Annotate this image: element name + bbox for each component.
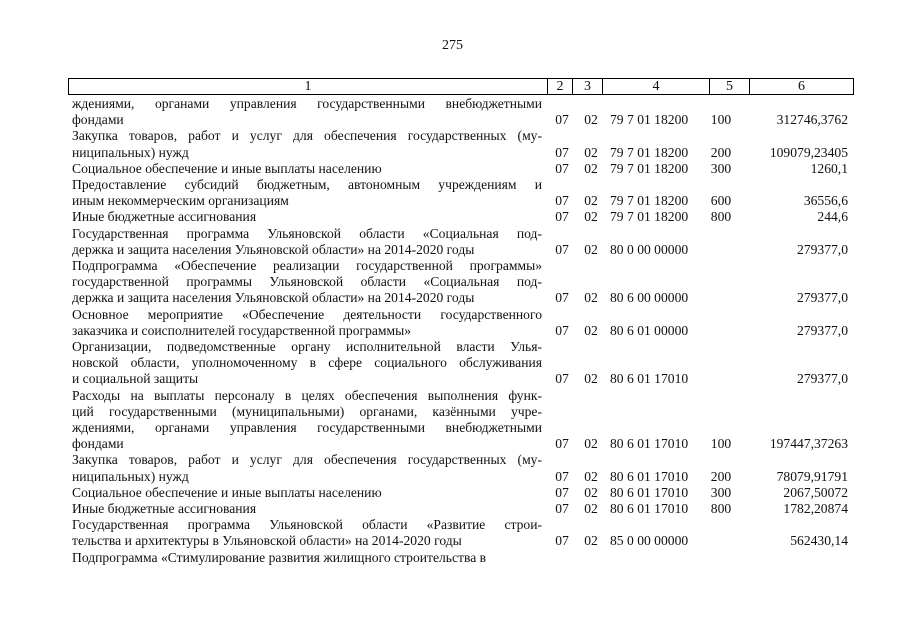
razdel-cell: 07 [555, 436, 569, 452]
amount-cell: 197447,37263 [769, 436, 848, 452]
amount-cell: 109079,23405 [769, 144, 848, 160]
amount-cell: 279377,0 [797, 371, 848, 387]
page-number: 275 [442, 38, 463, 53]
table-row [72, 452, 852, 484]
target-article-cell: 80 6 01 17010 [610, 468, 689, 484]
description-line: Закупка товаров, работ и услуг для обеспечения государственных (му- [72, 128, 542, 144]
expense-type-cell: 100 [710, 112, 732, 128]
table-row [72, 307, 852, 339]
podrazdel-cell: 02 [584, 533, 598, 549]
description-line: ждениями, органами управления государственными внебюджетными [72, 96, 542, 111]
target-article-cell: 79 7 01 18200 [610, 112, 689, 128]
razdel-cell: 07 [555, 193, 569, 209]
table-row [72, 485, 852, 501]
description-line: Организации, подведомственные органу исполнительной власти Улья- [72, 339, 542, 355]
razdel-cell: 07 [555, 468, 569, 484]
row-description [72, 452, 542, 484]
description-line: ниципальных) нужд [72, 144, 189, 160]
razdel-cell: 07 [555, 112, 569, 128]
table-row [72, 517, 852, 549]
razdel-cell: 07 [555, 371, 569, 387]
razdel-cell: 07 [555, 209, 569, 225]
description-line: государственной программы Ульяновской области «Социальная под- [72, 274, 542, 290]
target-article-cell: 79 7 01 18200 [610, 193, 689, 209]
target-article-cell: 79 7 01 18200 [610, 209, 689, 225]
header-col-6: 6 [749, 79, 853, 94]
description-line: Расходы на выплаты персоналу в целях обеспечения выполнения функ- [72, 387, 542, 403]
amount-cell: 36556,6 [803, 193, 848, 209]
table-row [72, 501, 852, 517]
amount-cell: 1260,1 [810, 160, 848, 176]
podrazdel-cell: 02 [584, 160, 598, 176]
expense-type-cell: 200 [710, 468, 732, 484]
description-line: Подпрограмма «Стимулирование развития жилищного строительства в [72, 549, 487, 565]
row-description [72, 128, 542, 160]
table-row [72, 258, 852, 307]
target-article-cell: 80 0 00 00000 [610, 241, 689, 257]
target-article-cell: 80 6 00 00000 [610, 290, 689, 306]
target-article-cell: 80 6 01 17010 [610, 484, 689, 500]
row-description [72, 501, 542, 517]
razdel-cell: 07 [555, 322, 569, 338]
row-description [72, 258, 542, 307]
amount-cell: 312746,3762 [776, 112, 848, 128]
table-row [72, 550, 852, 566]
description-line: фондами [72, 112, 124, 128]
table-header [68, 78, 854, 95]
description-line: Социальное обеспечение и иные выплаты населению [72, 160, 382, 176]
row-description [72, 485, 542, 501]
target-article-cell: 80 6 01 17010 [610, 436, 689, 452]
expense-type-cell: 800 [710, 501, 732, 517]
amount-cell: 244,6 [817, 209, 848, 225]
row-description [72, 307, 542, 339]
row-description [72, 161, 542, 177]
amount-cell: 279377,0 [797, 241, 848, 257]
expense-type-cell: 300 [710, 484, 732, 500]
description-line: фондами [72, 436, 124, 452]
row-description [72, 517, 542, 549]
podrazdel-cell: 02 [584, 371, 598, 387]
target-article-cell: 80 6 01 00000 [610, 322, 689, 338]
description-line: Государственная программа Ульяновской области «Социальная под- [72, 225, 542, 241]
target-article-cell: 80 6 01 17010 [610, 501, 689, 517]
header-col-4: 4 [602, 79, 709, 94]
row-description [72, 96, 542, 128]
description-line: держка и защита населения Ульяновской области» на 2014-2020 годы [72, 241, 475, 257]
expense-type-cell: 800 [710, 209, 732, 225]
description-line: Основное мероприятие «Обеспечение деятельности государственного [72, 306, 542, 322]
expense-type-cell: 200 [710, 144, 732, 160]
description-line: Иные бюджетные ассигнования [72, 501, 257, 517]
razdel-cell: 07 [555, 533, 569, 549]
amount-cell: 78079,91791 [776, 468, 848, 484]
row-description [72, 388, 542, 453]
podrazdel-cell: 02 [584, 193, 598, 209]
podrazdel-cell: 02 [584, 241, 598, 257]
header-col-5: 5 [709, 79, 749, 94]
table-body [72, 96, 852, 566]
description-line: Закупка товаров, работ и услуг для обеспечения государственных (му- [72, 452, 542, 468]
header-col-2: 2 [547, 79, 572, 94]
table-row [72, 209, 852, 225]
table-row [72, 96, 852, 128]
amount-cell: 562430,14 [790, 533, 848, 549]
description-line: держка и защита населения Ульяновской области» на 2014-2020 годы [72, 290, 475, 306]
razdel-cell: 07 [555, 144, 569, 160]
razdel-cell: 07 [555, 290, 569, 306]
table-row [72, 339, 852, 388]
row-description [72, 226, 542, 258]
table-row [72, 177, 852, 209]
table-row [72, 388, 852, 453]
podrazdel-cell: 02 [584, 322, 598, 338]
description-line: и социальной защиты [72, 371, 199, 387]
description-line: Социальное обеспечение и иные выплаты населению [72, 484, 382, 500]
amount-cell: 279377,0 [797, 322, 848, 338]
podrazdel-cell: 02 [584, 209, 598, 225]
table-row [72, 128, 852, 160]
description-line: Иные бюджетные ассигнования [72, 209, 257, 225]
row-description [72, 209, 542, 225]
razdel-cell: 07 [555, 484, 569, 500]
podrazdel-cell: 02 [584, 468, 598, 484]
podrazdel-cell: 02 [584, 436, 598, 452]
description-line: Подпрограмма «Обеспечение реализации государственной программы» [72, 258, 542, 274]
amount-cell: 279377,0 [797, 290, 848, 306]
description-line: тельства и архитектуры в Ульяновской области» на 2014-2020 годы [72, 533, 462, 549]
podrazdel-cell: 02 [584, 144, 598, 160]
row-description [72, 177, 542, 209]
target-article-cell: 79 7 01 18200 [610, 160, 689, 176]
razdel-cell: 07 [555, 241, 569, 257]
target-article-cell: 79 7 01 18200 [610, 144, 689, 160]
target-article-cell: 85 0 00 00000 [610, 533, 689, 549]
table-row [72, 161, 852, 177]
expense-type-cell: 300 [710, 160, 732, 176]
description-line: иным некоммерческим организациям [72, 193, 289, 209]
row-description [72, 339, 542, 388]
amount-cell: 1782,20874 [783, 501, 848, 517]
description-line: ниципальных) нужд [72, 468, 189, 484]
target-article-cell: 80 6 01 17010 [610, 371, 689, 387]
podrazdel-cell: 02 [584, 290, 598, 306]
header-col-3: 3 [572, 79, 602, 94]
razdel-cell: 07 [555, 501, 569, 517]
row-description [72, 550, 542, 566]
razdel-cell: 07 [555, 160, 569, 176]
table-row [72, 226, 852, 258]
description-line: заказчика и соисполнителей государственной программы» [72, 322, 412, 338]
podrazdel-cell: 02 [584, 484, 598, 500]
description-line: Предоставление субсидий бюджетным, автономным учреждениям и [72, 177, 542, 193]
description-line: ций государственными (муниципальными) органами, казёнными учре- [72, 403, 542, 419]
podrazdel-cell: 02 [584, 112, 598, 128]
header-col-1: 1 [304, 79, 312, 94]
podrazdel-cell: 02 [584, 501, 598, 517]
description-line: Государственная программа Ульяновской области «Развитие строи- [72, 517, 542, 533]
expense-type-cell: 600 [710, 193, 732, 209]
description-line: ждениями, органами управления государственными внебюджетными [72, 420, 542, 436]
expense-type-cell: 100 [710, 436, 732, 452]
amount-cell: 2067,50072 [783, 484, 848, 500]
description-line: новской области, уполномоченному в сфере социального обслуживания [72, 355, 542, 371]
